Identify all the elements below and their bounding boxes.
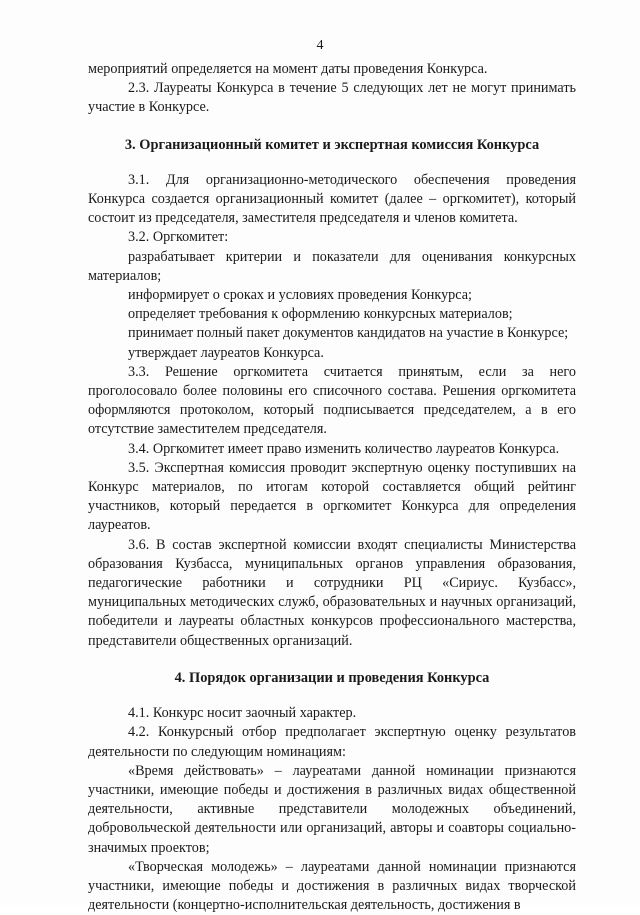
- document-body: [88, 60, 576, 915]
- paragraph-3-6: 3.6. В состав экспертной комиссии входят специалисты Министерства образования Кузбасса, муниципальных органов управления образования, педагогические работники и сотрудники РЦ «Сириус. Кузбасс», муниципальных методических служб, образовательных и научных организаций, победители и лауреаты областных конкурсов профессионального мастерства, представители общественных организаций.: [88, 536, 576, 649]
- paragraph-3-1: 3.1. Для организационно-методического обеспечения проведения Конкурса создается организационный комитет (далее – оргкомитет), который состоит из председателя, заместителя председателя и членов комитета.: [88, 171, 576, 227]
- paragraph-4-2: 4.2. Конкурсный отбор предполагает экспертную оценку результатов деятельности по следующим номинациям:: [88, 724, 576, 760]
- paragraph-4-1: 4.1. Конкурс носит заочный характер.: [128, 705, 357, 722]
- paragraph-2-3: 2.3. Лауреаты Конкурса в течение 5 следующих лет не могут принимать участие в Конкурсе.: [88, 80, 576, 116]
- paragraph-3-5: 3.5. Экспертная комиссия проводит экспертную оценку поступивших на Конкурс материалов, по итогам которой составляется общий рейтинг участников, который передается в оргкомитет Конкурса для определения лауреатов.: [88, 459, 576, 534]
- paragraph-3-2: 3.2. Оргкомитет:: [128, 229, 229, 246]
- paragraph-3-3: 3.3. Решение оргкомитета считается принятым, если за него проголосовало более половины его списочного состава. Решения оргкомитета оформляются протоколом, который подписывается председателем, а в его отсутствие заместителем председателя.: [88, 363, 576, 438]
- list-item: принимает полный пакет документов кандидатов на участие в Конкурсе;: [128, 325, 569, 342]
- list-item: утверждает лауреатов Конкурса.: [128, 344, 324, 361]
- list-item: определяет требования к оформлению конкурсных материалов;: [128, 306, 513, 323]
- paragraph-3-4: 3.4. Оргкомитет имеет право изменить количество лауреатов Конкурса.: [128, 440, 560, 457]
- section-4-heading: 4. Порядок организации и проведения Конкурса: [174, 669, 490, 686]
- paragraph-continuation: мероприятий определяется на момент даты проведения Конкурса.: [88, 61, 488, 77]
- paragraph-nomination-2: «Творческая молодежь» – лауреатами данной номинации признаются участники, имеющие победы и достижения в различных видах творческой деятельности (концертно-исполнительская деятельность, достижения в: [88, 858, 576, 914]
- page-number: 4: [316, 38, 324, 53]
- list-item: информирует о сроках и условиях проведения Конкурса;: [128, 287, 472, 304]
- paragraph-nomination-1: «Время действовать» – лауреатами данной номинации признаются участники, имеющие победы и достижения в различных видах общественной деятельности, активные представители молодежных объединений, добровольческой деятельности или организаций, авторы и соавторы социально-значимых проектов;: [88, 762, 576, 856]
- section-3-heading: 3. Организационный комитет и экспертная комиссия Конкурса: [124, 136, 540, 153]
- list-item: разрабатывает критерии и показатели для оценивания конкурсных материалов;: [88, 248, 576, 284]
